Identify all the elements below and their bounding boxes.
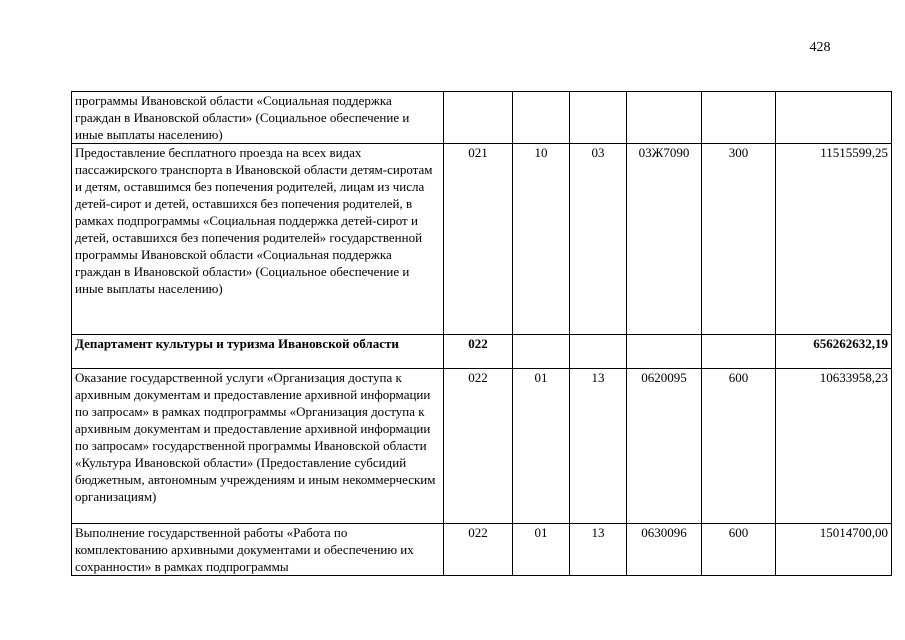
expense-type-cell: [702, 92, 776, 144]
table-row: [72, 144, 892, 335]
section-code-cell: [513, 335, 570, 369]
amount-cell: 10633958,23: [776, 369, 892, 524]
subsection-code-cell: 03: [570, 144, 627, 335]
department-name-cell: Департамент культуры и туризма Ивановской области: [72, 335, 444, 369]
target-code-cell: [627, 92, 702, 144]
ministry-code-cell: 021: [444, 144, 513, 335]
subsection-code-cell: 13: [570, 524, 627, 576]
target-code-cell: [627, 335, 702, 369]
expense-type-cell: 600: [702, 524, 776, 576]
ministry-code-cell: 022: [444, 524, 513, 576]
section-code-cell: 10: [513, 144, 570, 335]
target-code-cell: 0620095: [627, 369, 702, 524]
section-code-cell: 01: [513, 524, 570, 576]
section-code-cell: [513, 92, 570, 144]
expense-type-cell: 600: [702, 369, 776, 524]
ministry-code-cell: 022: [444, 369, 513, 524]
table-row: [72, 335, 892, 369]
expense-type-cell: [702, 335, 776, 369]
expense-type-cell: 300: [702, 144, 776, 335]
ministry-code-cell: [444, 92, 513, 144]
row-name-cell: Оказание государственной услуги «Организация доступа к архивным документам и предоставление архивной информации по запросам» в рамках подпрограммы «Организация доступа к архивным документам и предоставление архивной информации по запросам» государственной программы Ивановской области «Культура Ивановской области» (Предоставление субсидий бюджетным, автономным учреждениям и иным некоммерческим организациям): [72, 369, 444, 524]
subsection-code-cell: 13: [570, 369, 627, 524]
target-code-cell: 03Ж7090: [627, 144, 702, 335]
ministry-code-cell: 022: [444, 335, 513, 369]
table-row: [72, 92, 892, 144]
row-name-cell: программы Ивановской области «Социальная поддержка граждан в Ивановской области» (Социальное обеспечение и иные выплаты населению): [72, 92, 444, 144]
table-row: [72, 524, 892, 576]
budget-table: [71, 91, 892, 576]
subsection-code-cell: [570, 92, 627, 144]
table-row: [72, 369, 892, 524]
amount-cell: 15014700,00: [776, 524, 892, 576]
row-name-cell: Выполнение государственной работы «Работа по комплектованию архивными документами и обеспечению их сохранности» в рамках подпрограммы: [72, 524, 444, 576]
amount-cell: 656262632,19: [776, 335, 892, 369]
amount-cell: 11515599,25: [776, 144, 892, 335]
page-number: 428: [809, 40, 831, 55]
subsection-code-cell: [570, 335, 627, 369]
row-name-cell: Предоставление бесплатного проезда на всех видах пассажирского транспорта в Ивановской области детям-сиротам и детям, оставшимся без попечения родителей, лицам из числа детей-сирот и детей, оставшихся без попечения родителей, в рамках подпрограммы «Социальная поддержка детей-сирот и детей, оставшихся без попечения родителей» государственной программы Ивановской области «Социальная поддержка граждан в Ивановской области» (Социальное обеспечение и иные выплаты населению): [72, 144, 444, 335]
target-code-cell: 0630096: [627, 524, 702, 576]
section-code-cell: 01: [513, 369, 570, 524]
amount-cell: [776, 92, 892, 144]
